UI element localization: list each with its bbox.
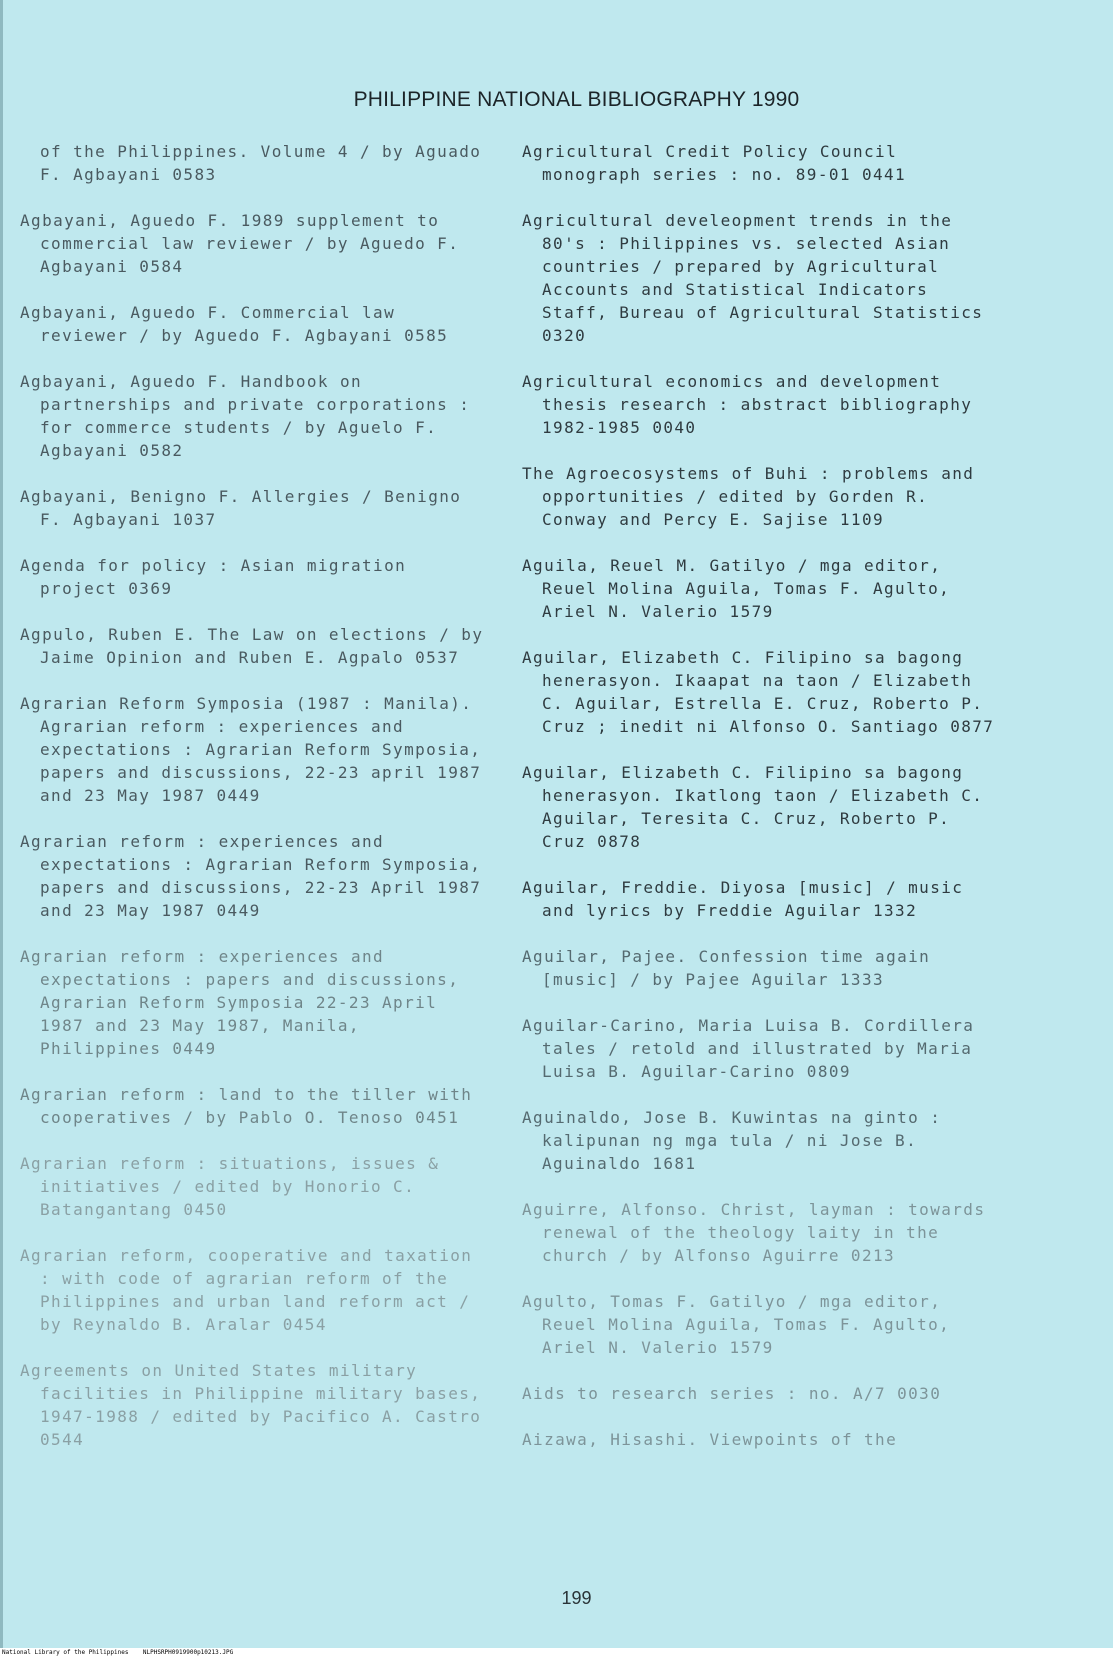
right-entry-11: Aguinaldo, Jose B. Kuwintas na ginto : kalipunan ng mga tula / ni Jose B. Aguinaldo 1681 xyxy=(522,1108,953,1173)
right-entry-14: Aids to research series : no. A/7 0030 xyxy=(522,1384,942,1403)
left-entry-10: Agrarian reform : experiences and expectations : papers and discussions, Agrarian Reform Symposia 22-23 April 1987 and 23 May 1987, Manila, Philippines 0449 xyxy=(20,947,471,1058)
left-entry-12: Agrarian reform : situations, issues & initiatives / edited by Honorio C. Batangantang 0450 xyxy=(20,1154,451,1219)
right-entry-6: Aguilar, Elizabeth C. Filipino sa bagong henerasyon. Ikaapat na taon / Elizabeth C. Aguilar, Estrella E. Cruz, Roberto P. Cruz ; inedit ni Alfonso O. Santiago 0877 xyxy=(522,648,995,736)
page-number: 199 xyxy=(561,1588,592,1608)
left-entry-8: Agrarian Reform Symposia (1987 : Manila). Agrarian reform : experiences and expectations : Agrarian Reform Symposia, papers and discussions, 22-23 april 1987 and 23 May 1987 0449 xyxy=(20,694,493,805)
right-entry-15: Aizawa, Hisashi. Viewpoints of the xyxy=(522,1430,898,1449)
left-entry-6: Agenda for policy : Asian migration project 0369 xyxy=(20,556,418,598)
right-entry-12: Aguirre, Alfonso. Christ, layman : towards renewal of the theology laity in the church / by Alfonso Aguirre 0213 xyxy=(522,1200,997,1265)
right-entry-1: Agricultural Credit Policy Council monograph series : no. 89-01 0441 xyxy=(522,142,909,184)
left-entry-14: Agreements on United States military facilities in Philippine military bases, 1947-1988 / edited by Pacifico A. Castro 0544 xyxy=(20,1361,493,1449)
right-entry-13: Agulto, Tomas F. Gatilyo / mga editor, Reuel Molina Aguila, Tomas F. Agulto, Ariel N. Valerio 1579 xyxy=(522,1292,962,1357)
right-entry-2: Agricultural develeopment trends in the 80's : Philippines vs. selected Asian countries / prepared by Agricultural Accounts and Statistical Indicators Staff, Bureau of Agricultural Statistics 0320 xyxy=(522,211,995,345)
right-entry-9: Aguilar, Pajee. Confession time again [music] / by Pajee Aguilar 1333 xyxy=(522,947,942,989)
right-entry-5: Aguila, Reuel M. Gatilyo / mga editor, Reuel Molina Aguila, Tomas F. Agulto, Ariel N. Valerio 1579 xyxy=(522,556,962,621)
left-entry-11: Agrarian reform : land to the tiller with cooperatives / by Pablo O. Tenoso 0451 xyxy=(20,1085,484,1127)
right-entry-7: Aguilar, Elizabeth C. Filipino sa bagong henerasyon. Ikatlong taon / Elizabeth C. Aguilar, Teresita C. Cruz, Roberto P. Cruz 0878 xyxy=(522,763,995,851)
left-entry-4: Agbayani, Aguedo F. Handbook on partnerships and private corporations : for commerce students / by Aguelo F. Agbayani 0582 xyxy=(20,372,482,460)
left-column xyxy=(20,140,495,1474)
left-entry-5: Agbayani, Benigno F. Allergies / Benigno F. Agbayani 1037 xyxy=(20,487,473,529)
right-entry-4: The Agroecosystems of Buhi : problems and opportunities / edited by Gorden R. Conway and Percy E. Sajise 1109 xyxy=(522,464,986,529)
left-entry-1: of the Philippines. Volume 4 / by Aguado F. Agbayani 0583 xyxy=(40,142,493,184)
right-entry-8: Aguilar, Freddie. Diyosa [music] / music and lyrics by Freddie Aguilar 1332 xyxy=(522,878,975,920)
left-entry-3: Agbayani, Aguedo F. Commercial law reviewer / by Aguedo F. Agbayani 0585 xyxy=(20,303,449,345)
page-title: PHILIPPINE NATIONAL BIBLIOGRAPHY 1990 xyxy=(353,88,800,111)
left-entry-9: Agrarian reform : experiences and expectations : Agrarian Reform Symposia, papers and discussions, 22-23 April 1987 and 23 May 1987 0449 xyxy=(20,832,493,920)
left-entry-2: Agbayani, Aguedo F. 1989 supplement to commercial law reviewer / by Aguedo F. Agbayani 0584 xyxy=(20,211,471,276)
left-entry-13: Agrarian reform, cooperative and taxation : with code of agrarian reform of the Philippines and urban land reform act / by Reynaldo B. Aralar 0454 xyxy=(20,1246,484,1334)
page-edge xyxy=(0,0,3,1658)
right-column xyxy=(522,140,1002,1474)
right-entry-10: Aguilar-Carino, Maria Luisa B. Cordillera tales / retold and illustrated by Maria Luisa B. Aguilar-Carino 0809 xyxy=(522,1016,986,1081)
left-entry-7: Agpulo, Ruben E. The Law on elections / by Jaime Opinion and Ruben E. Agpalo 0537 xyxy=(20,625,495,667)
right-entry-3: Agricultural economics and development thesis research : abstract bibliography 1982-1985 0040 xyxy=(522,372,984,437)
scan-footer: National Library of the Philippines NLPHSRPH0919900p10213.JPG xyxy=(0,1648,1113,1658)
